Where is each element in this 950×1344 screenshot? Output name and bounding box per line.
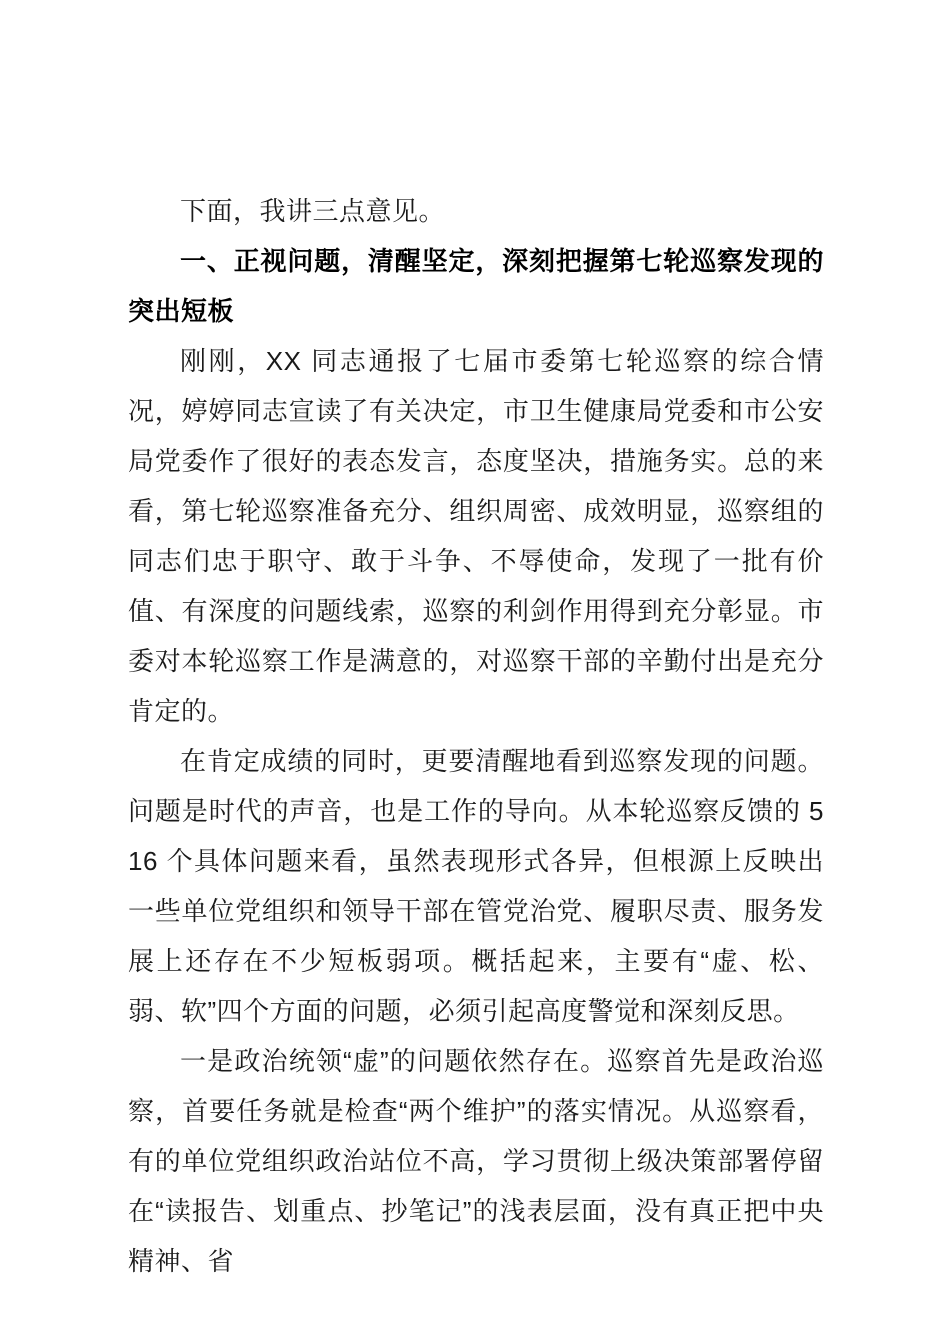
section-heading-1: 一、正视问题，清醒坚定，深刻把握第七轮巡察发现的突出短板 <box>128 246 824 326</box>
paragraph-summary: 刚刚，XX 同志通报了七届市委第七轮巡察的综合情况，婷婷同志宣读了有关决定，市卫生健康局党委和市公安局党委作了很好的表态发言，态度坚决，措施务实。总的来看，第七轮巡察准备充分、组织周密、成效明显，巡察组的同志们忠于职守、敢于斗争、不辱使命，发现了一批有价值、有深度的问题线索，巡察的利剑作用得到充分彰显。市委对本轮巡察工作是满意的，对巡察干部的辛勤付出是充分肯定的。 <box>128 346 824 726</box>
document-body <box>128 186 824 1286</box>
paragraph-problems-overview: 在肯定成绩的同时，更要清醒地看到巡察发现的问题。问题是时代的声音，也是工作的导向。从本轮巡察反馈的 516 个具体问题来看，虽然表现形式各异，但根源上反映出一些单位党组织和领导干部在管党治党、履职尽责、服务发展上还存在不少短板弱项。概括起来，主要有“虚、松、弱、软”四个方面的问题，必须引起高度警觉和深刻反思。 <box>128 746 824 1026</box>
paragraph-intro: 下面，我讲三点意见。 <box>180 196 446 226</box>
paragraph-problem-one: 一是政治统领“虚”的问题依然存在。巡察首先是政治巡察，首要任务就是检查“两个维护”的落实情况。从巡察看，有的单位党组织政治站位不高，学习贯彻上级决策部署停留在“读报告、划重点、抄笔记”的浅表层面，没有真正把中央精神、省 <box>128 1046 824 1276</box>
